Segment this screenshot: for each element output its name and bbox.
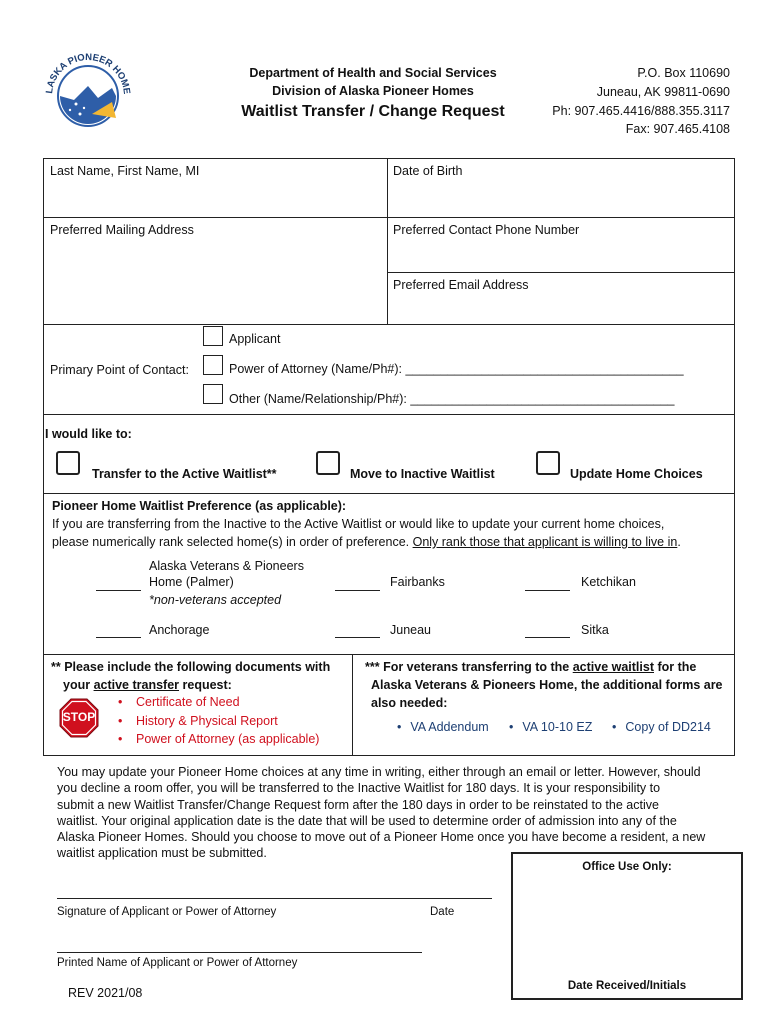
required-documents-list	[112, 693, 319, 749]
document-item: • Power of Attorney (as applicable)	[112, 730, 319, 749]
printed-name-line[interactable]	[57, 952, 422, 953]
update-choices-label: Update Home Choices	[570, 467, 703, 481]
signature-date-label: Date	[430, 906, 455, 918]
rank-input-fairbanks[interactable]	[335, 590, 380, 591]
home-fairbanks: Fairbanks	[390, 575, 445, 589]
home-palmer-line2: Home (Palmer)	[149, 575, 234, 589]
veterans-heading-line1: *** For veterans transferring to the active waitlist for the	[365, 660, 697, 674]
name-input[interactable]	[44, 180, 386, 216]
update-choices-checkbox[interactable]	[536, 451, 560, 475]
home-ketchikan: Ketchikan	[581, 575, 636, 589]
veterans-form-item: • Copy of DD214	[612, 720, 711, 734]
office-use-title: Office Use Only:	[582, 861, 672, 873]
preference-instructions-line1: If you are transferring from the Inactive to the Active Waitlist or would like to update your current home choices,	[52, 517, 665, 531]
signature-line[interactable]	[57, 898, 492, 899]
transfer-active-checkbox[interactable]	[56, 451, 80, 475]
transfer-active-label: Transfer to the Active Waitlist**	[92, 467, 277, 481]
stop-sign-icon	[59, 698, 99, 738]
applicant-checkbox[interactable]	[203, 326, 223, 346]
name-field-label: Last Name, First Name, MI	[50, 164, 200, 178]
applicant-label: Applicant	[229, 332, 281, 346]
veterans-heading-line3: also needed:	[371, 696, 448, 710]
po-box: P.O. Box 110690	[637, 66, 730, 80]
signature-label: Signature of Applicant or Power of Attorney	[57, 906, 277, 918]
department-name: Department of Health and Social Services	[249, 66, 497, 80]
rank-input-ketchikan[interactable]	[525, 590, 570, 591]
veterans-heading-line2: Alaska Veterans & Pioneers Home, the additional forms are	[371, 678, 723, 692]
documents-heading-line1: ** Please include the following documents with	[51, 660, 331, 674]
alaska-pioneer-homes-logo	[40, 48, 136, 138]
fax-number: Fax: 907.465.4108	[625, 122, 730, 136]
actions-heading: I would like to:	[45, 427, 132, 441]
other-label: Other (Name/Relationship/Ph#): ______________________________________	[229, 392, 675, 406]
documents-heading-line2: your active transfer request:	[63, 678, 232, 692]
printed-name-label: Printed Name of Applicant or Power of Attorney	[57, 957, 298, 969]
office-use-box	[511, 852, 743, 1000]
document-item: • Certificate of Need	[112, 693, 319, 712]
email-input[interactable]	[388, 294, 734, 323]
date-received-label: Date Received/Initials	[567, 980, 687, 992]
revision-code: REV 2021/08	[68, 986, 143, 1000]
stop-sign-label: STOP	[62, 710, 96, 724]
move-inactive-label: Move to Inactive Waitlist	[350, 467, 495, 481]
division-name: Division of Alaska Pioneer Homes	[272, 84, 474, 98]
preference-heading: Pioneer Home Waitlist Preference (as applicable):	[52, 499, 347, 513]
email-field-label: Preferred Email Address	[393, 278, 529, 292]
home-palmer-line1: Alaska Veterans & Pioneers	[149, 559, 304, 573]
phone-field-label: Preferred Contact Phone Number	[393, 223, 580, 237]
rank-input-juneau[interactable]	[335, 637, 380, 638]
home-sitka: Sitka	[581, 623, 609, 637]
phone-input[interactable]	[388, 240, 734, 271]
move-inactive-checkbox[interactable]	[316, 451, 340, 475]
contact-label: Primary Point of Contact:	[50, 363, 189, 377]
home-anchorage: Anchorage	[149, 623, 210, 637]
rank-input-sitka[interactable]	[525, 637, 570, 638]
veterans-form-item: • VA 10-10 EZ	[509, 720, 592, 734]
notice-paragraph: You may update your Pioneer Home choices at any time in writing, either through an email or letter. However, should you decline a room offer, you will be transferred to the Inactive Waitlist for 180 days. It is your responsibility to submit a new Waitlist Transfer/Change Request form after the 180 days in order to be reinstated to the active waitlist. Your original application date is the date that will be used to determine order of admission into any of the Alaska Pioneer Homes. Should you choose to move out of a Pioneer Home once you have become a resident, a new waitlist application must be submitted.	[57, 765, 706, 861]
address-input[interactable]	[44, 240, 386, 323]
address-field-label: Preferred Mailing Address	[50, 223, 194, 237]
poa-label: Power of Attorney (Name/Ph#): ________________________________________	[229, 362, 684, 376]
veterans-form-item: • VA Addendum	[397, 720, 489, 734]
rank-input-palmer[interactable]	[96, 590, 141, 591]
dob-input[interactable]	[388, 180, 734, 216]
svg-text:ALASKA PIONEER HOMES: LASKA PIONEER HOME	[44, 51, 133, 95]
other-checkbox[interactable]	[203, 384, 223, 404]
phone-number: Ph: 907.465.4416/888.355.3117	[552, 104, 730, 118]
home-palmer-note: *non-veterans accepted	[149, 593, 282, 607]
form-title: Waitlist Transfer / Change Request	[241, 103, 505, 120]
poa-checkbox[interactable]	[203, 355, 223, 375]
city-zip: Juneau, AK 99811-0690	[596, 85, 730, 99]
document-item: • History & Physical Report	[112, 712, 319, 731]
dob-field-label: Date of Birth	[393, 164, 463, 178]
rank-input-anchorage[interactable]	[96, 637, 141, 638]
preference-instructions-line2: please numerically rank selected home(s) in order of preference. Only rank those that applicant is willing to live in.	[52, 535, 681, 549]
home-juneau: Juneau	[390, 623, 432, 637]
